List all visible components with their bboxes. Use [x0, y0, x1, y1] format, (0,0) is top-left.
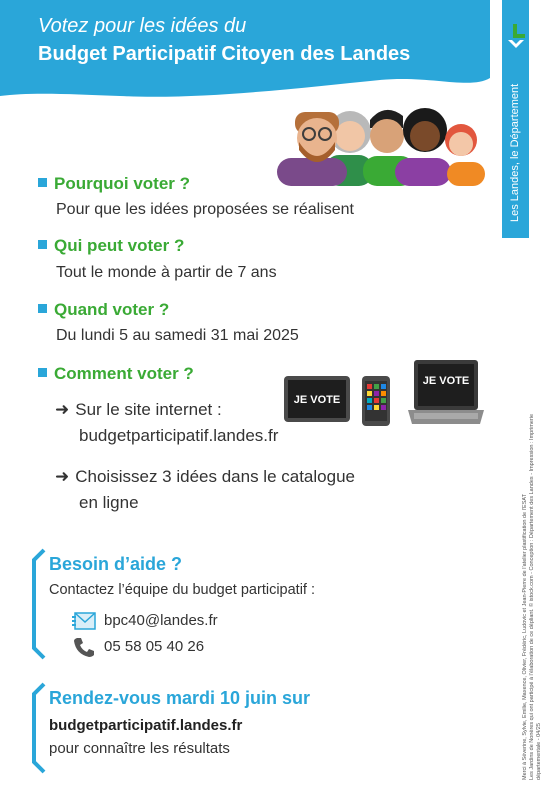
results-url[interactable]: budgetparticipatif.landes.fr	[49, 717, 243, 734]
laptop-vote-label: JE VOTE	[422, 375, 470, 387]
rdv-bracket	[28, 682, 48, 774]
answer-when: Du lundi 5 au samedi 31 mai 2025	[56, 327, 299, 344]
results-text: pour connaître les résultats	[49, 740, 230, 757]
help-bracket	[28, 548, 48, 660]
credits-vertical: Merci à Séverine, Sylvie, Emilie, Maxence, Olivier, Frédéric, Ludovic et Jean-Pierre de l’atelier plastification de l’ESAT Les Jardins de Nonères qui ont participé à l’élaboration de ce dépliant. © istock.com - Conception : Département des Landes - Impression : Imprimerie départementale - 04/25	[522, 413, 542, 780]
phone-number[interactable]: 05 58 05 40 26	[104, 637, 205, 655]
answer-why: Pour que les idées proposées se réalisent	[56, 201, 354, 218]
bullet-square-icon	[38, 178, 47, 187]
help-title: Besoin d’aide ?	[49, 554, 183, 574]
website-url[interactable]: budgetparticipatif.landes.fr	[79, 426, 279, 445]
arrow-right-icon: ➜	[55, 400, 70, 419]
question-when: Quand voter ?	[38, 300, 169, 320]
header-banner	[0, 0, 500, 110]
envelope-icon	[72, 611, 96, 631]
contact-email	[72, 611, 218, 631]
bullet-square-icon	[38, 240, 47, 249]
phone-icon	[72, 636, 96, 658]
results-title: Rendez-vous mardi 10 juin sur	[49, 688, 311, 708]
answer-who: Tout le monde à partir de 7 ans	[56, 264, 277, 281]
people-illustration	[275, 100, 485, 186]
question-how: Comment voter ?	[38, 364, 194, 384]
email-address[interactable]: bpc40@landes.fr	[104, 611, 218, 629]
arrow-right-icon: ➜	[55, 467, 70, 486]
tablet-vote-label: JE VOTE	[293, 394, 341, 406]
header-title-line2: Budget Participatif Citoyen des Landes	[38, 43, 411, 65]
contact-phone	[72, 636, 204, 658]
help-subtitle: Contactez l’équipe du budget participatif :	[49, 582, 316, 598]
question-why: Pourquoi voter ?	[38, 174, 190, 194]
bullet-square-icon	[38, 304, 47, 313]
how-step-catalogue: ➜ Choisissez 3 idées dans le catalogue en ligne	[55, 467, 355, 512]
department-label: Les Landes, le Département	[509, 83, 521, 222]
bullet-square-icon	[38, 368, 47, 377]
question-who: Qui peut voter ?	[38, 236, 184, 256]
header-title-line1: Votez pour les idées du	[38, 15, 247, 37]
how-step-website: ➜ Sur le site internet : budgetparticipatif.landes.fr	[55, 397, 278, 449]
voting-devices-illustration	[284, 360, 484, 436]
